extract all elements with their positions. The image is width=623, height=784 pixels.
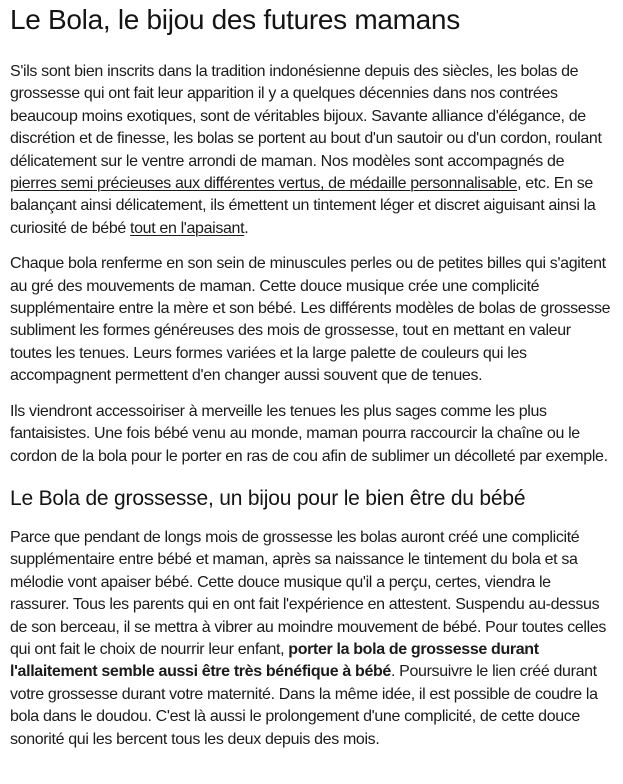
bold-text: porter la bola de grossesse durant l'allaitement semble aussi être très bénéfique à bébé — [10, 640, 539, 681]
text-run: . — [244, 219, 249, 237]
text-run: S'ils sont bien inscrits dans la tradition indonésienne depuis des siècles, les bolas de grossesse qui ont fait leur apparition il y a quelques décennies dans nos contrées beaucoup moins exotiques, sont de véritables bijoux. Savante alliance d'élégance, de discrétion et de finesse, les bolas se portent au bout d'un sautoir ou d'un cordon, roulant délicatement sur le ventre arrondi de maman. Nos modèles sont accompagnés de — [10, 63, 602, 170]
text-run: , etc. En se balançant ainsi délicatement, ils émettent un tintement léger et discret aiguisant ainsi la curiosité de bébé — [10, 175, 596, 237]
section-intro — [10, 61, 612, 468]
inline-link[interactable]: pierres semi précieuses aux différentes vertus, de médaille personnalisable — [10, 175, 518, 193]
section-bien-etre-bebe — [10, 527, 612, 751]
text-run: . Poursuivre le lien créé durant votre grossesse durant votre maternité. Dans la même idée, il est possible de coudre la bola dans le doudou. C'est là aussi le prolongement d'une complicité, de cette douce sonorité qui les bercent tous les deux depuis des mois. — [10, 663, 598, 748]
inline-link[interactable]: tout en l'apaisant — [130, 219, 245, 237]
paragraph-intro-3 — [10, 401, 612, 468]
paragraph-bien-etre-1 — [10, 527, 612, 751]
article-title: Le Bola, le bijou des futures mamans — [10, 4, 460, 35]
paragraph-intro-2 — [10, 253, 612, 387]
text-run: Ils viendront accessoiriser à merveille les tenues les plus sages comme les plus fantaisistes. Une fois bébé venu au monde, maman pourra raccourcir la chaîne ou le cordon de la bola pour le porter en ras de cou afin de sublimer un décolleté par exemple. — [10, 402, 608, 465]
section-title-bien-etre-bebe: Le Bola de grossesse, un bijou pour le bien être du bébé — [10, 486, 526, 510]
text-run: Parce que pendant de longs mois de grossesse les bolas auront créé une complicité supplémentaire entre bébé et maman, après sa naissance le tintement du bola et sa mélodie vont apaiser bébé. Cette douce musique qu'il a perçu, certes, viendra le rassurer. Tous les parents qui en ont fait l'expérience en attestent. Suspendu au-dessus de son berceau, il se mettra à vibrer au moindre mouvement de bébé. Pour toutes celles qui ont fait le choix de nourrir leur enfant, — [10, 528, 607, 658]
text-run: Chaque bola renferme en son sein de minuscules perles ou de petites billes qui s'agitent au gré des mouvements de maman. Cette douce musique crée une complicité supplémentaire entre la mère et son bébé. Les différents modèles de bolas de grossesse subliment les formes généreuses des mois de grossesse, tout en mettant en valeur toutes les tenues. Leurs formes variées et la large palette de couleurs qui les accompagnent permettent d'en changer aussi souvent que de tenues. — [10, 255, 611, 385]
paragraph-intro-1 — [10, 61, 612, 240]
